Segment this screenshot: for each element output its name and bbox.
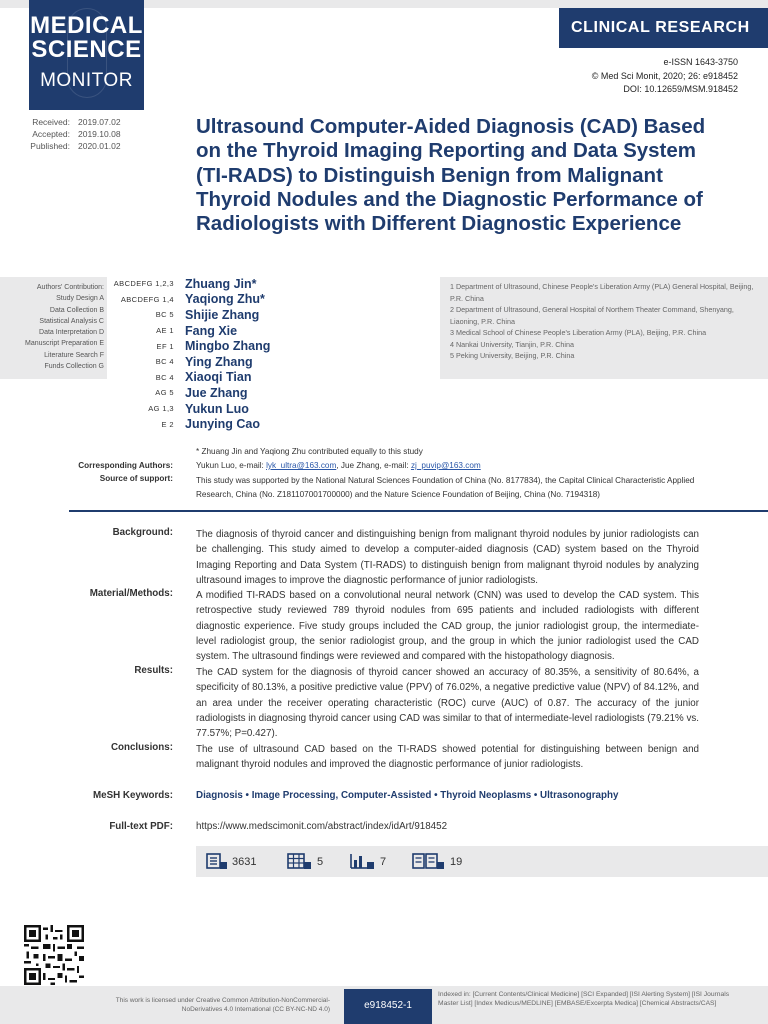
affiliation-list [450,281,760,362]
qr-code-icon[interactable] [24,925,84,985]
journal-logo[interactable] [29,0,144,110]
author-row [110,385,440,401]
date-label: Accepted: [32,129,70,139]
author-name[interactable]: Fang Xie [185,323,238,338]
author-name[interactable]: Ying Zhang [185,354,253,369]
stat-item [412,853,462,870]
stat-item [350,853,386,870]
author-contribution-code: ABCDEFG 1,4 [120,294,174,304]
abstract-text: The diagnosis of thyroid cancer and distinguishing benign from malignant thyroid nodules by junior radiologists can be challenging. This study aimed to develop a computer-aided diagnosis (CAD) system based on the Thyroid Imaging Reporting and Data System (TI-RADS) to distinguish benign from malignant thyroid nodules by analyzing ultrasound images to improve the diagnostic performance of junior radiologists. [196,529,699,586]
abstract-text: The CAD system for the diagnosis of thyroid cancer showed an accuracy of 80.35%, a sensitivity of 80.64%, a specificity of 80.13%, a positive predictive value (PPV) of 76.02%, a negative predictive value (NPV) of 84.12%, and an area under the receiver operating characteristic (ROC) curve (AUC) of 0.87. The accuracy of the junior radiologists in diagnosing thyroid cancer using CAD was similar to that of intermediate-level radiologists (79.21% vs. 77.57%; P=0.427). [196,667,699,740]
author-name[interactable]: Mingbo Zhang [185,339,271,354]
date-value: 2019.07.02 [78,117,121,127]
affiliation-item: 1 Department of Ultrasound, Chinese People's Liberation Army (PLA) General Hospital, Beijing, P.R. China [450,282,754,303]
author-name[interactable]: Yaqiong Zhu* [185,292,265,307]
stat-item [287,853,323,870]
indexed-in: Indexed in: [Current Contents/Clinical Medicine] [SCI Expanded] [ISI Alerting System] [ISI Journals Master List] [Index Medicus/MEDLINE] [EMBASE/Excerpta Medica] [Chemical Abstracts/CAS] [438,991,730,1007]
date-value: 2019.10.08 [78,129,121,139]
mesh-label: MeSH Keywords: [92,790,173,801]
word-count-icon [206,853,228,870]
abstract-label: Material/Methods: [89,588,173,599]
author-contribution-code: AG 1,3 [148,404,174,414]
contribution-item: Data Interpretation D [39,329,104,337]
author-contribution-code: EF 1 [156,341,174,351]
logo-line-2: SCIENCE [31,36,142,63]
stat-value: 3631 [232,855,257,868]
corresponding-text: , Jue Zhang, e-mail: [336,461,411,470]
affiliation-item: 5 Peking University, Beijing, P.R. China [450,351,575,360]
support-text: This study was supported by the National Natural Sciences Foundation of China (No. 8177834), the Capital Clinical Characteristic Applied Research, China (No. Z181107001700000) and the Nature Science Foundation of Beijing, China (No. 7194318) [196,476,695,499]
author-row [110,370,440,386]
license-text: This work is licensed under Creative Common Attribution-NonCommercial-NoDerivatives 4.0 International (CC BY-NC-ND 4.0) [115,997,330,1013]
article-dates [8,116,121,152]
contribution-item: Data Collection B [49,306,104,314]
affiliation-item: 4 Nankai University, Tianjin, P.R. China [450,339,574,349]
citation: © Med Sci Monit, 2020; 26: e918452 [591,70,738,81]
stat-value: 5 [317,855,324,868]
abstract-label: Conclusions: [110,742,173,753]
abstract-label: Background: [112,527,173,538]
author-name[interactable]: Xiaoqi Tian [185,370,252,385]
abstract-label: Results: [134,665,173,676]
corresponding-label: Corresponding Authors: [78,461,173,470]
abstract-text: A modified TI-RADS based on a convolutional neural network (CNN) was used to develop the CAD system. This retrospective study reviewed 789 thyroid nodules from 695 patients and included radiologists with different diagnostic experience. Five study groups included the CAD group, the junior radiologist group, the intermediate-level radiologist group, the senior radiologist group, and the group in which the junior radiologist used the CAD system. The ultrasound findings were reviewed and compared with the histopathology diagnosis. [196,590,699,663]
section-divider [69,510,768,512]
email-link[interactable]: lyk_ultra@163.com [266,461,337,470]
contribution-item: Authors' Contribution: [36,284,104,291]
author-contribution-code: BC 5 [155,310,174,320]
author-row [110,292,440,308]
author-name[interactable]: Junying Cao [185,417,261,432]
date-value: 2020.01.02 [78,141,121,151]
stat-value: 7 [380,855,387,868]
page-identifier: e918452-1 [344,989,432,1024]
author-contribution-code: ABCDEFG 1,2,3 [113,279,174,289]
tables-icon [287,853,313,870]
contribution-item: Funds Collection G [44,363,104,371]
affiliation-item: 2 Department of Ultrasound, General Hospital of Northern Theater Command, Shenyang, Liaoning, P.R. China [450,305,734,326]
section-banner: CLINICAL RESEARCH [559,8,768,48]
author-contribution-code: AE 1 [156,326,174,336]
corresponding-text: Yukun Luo, e-mail: [196,461,267,470]
author-list [110,276,440,432]
date-label: Published: [30,141,70,151]
date-label: Received: [32,117,70,127]
figures-icon [350,853,376,870]
affiliation-item: 3 Medical School of Chinese People's Liberation Army (PLA), Beijing, P.R. China [450,328,707,337]
stat-value: 19 [450,855,463,868]
author-contribution-code: E 2 [161,419,174,429]
author-contribution-code: AG 5 [155,388,174,398]
author-name[interactable]: Shijie Zhang [185,307,260,322]
equal-contribution-note: * Zhuang Jin and Yaqiong Zhu contributed equally to this study [196,447,423,456]
email-link[interactable]: zj_puvip@163.com [410,461,481,470]
author-row [110,307,440,323]
author-name[interactable]: Jue Zhang [185,385,248,400]
author-contribution-code: BC 4 [155,357,174,367]
contribution-item: Manuscript Preparation E [25,340,104,348]
logo-line-3: MONITOR [40,70,133,91]
contribution-item: Literature Search F [44,351,104,359]
fulltext-label: Full-text PDF: [109,821,173,832]
references-icon [412,853,446,870]
article-title: Ultrasound Computer-Aided Diagnosis (CAD) Based on the Thyroid Imaging Reporting and Data System (TI-RADS) to Distinguish Benign from Malignant Thyroid Nodules and the Diagnostic Performance of Radiologists with Different Diagnostic Experience [196,115,706,236]
author-name[interactable]: Yukun Luo [185,401,249,416]
author-name[interactable]: Zhuang Jin* [185,276,257,291]
support-label: Source of support: [99,474,173,483]
doi[interactable]: DOI: 10.12659/MSM.918452 [623,84,738,94]
author-row [110,323,440,339]
corresponding-authors [196,461,481,470]
article-stats-bar [196,846,768,877]
eissn: e-ISSN 1643-3750 [663,57,738,67]
logo-line-1: MEDICAL [30,12,143,39]
contribution-item: Study Design A [56,295,104,303]
author-row [110,338,440,354]
abstract-text: The use of ultrasound CAD based on the TI-RADS showed potential for distinguishing between benign and malignant thyroid nodules and improved the diagnostic performance of junior radiologists. [196,744,699,771]
mesh-keywords[interactable]: Diagnosis • Image Processing, Computer-Assisted • Thyroid Neoplasms • Ultrasonography [196,790,619,801]
contribution-item: Statistical Analysis C [39,317,104,325]
stat-item [206,853,256,870]
author-row [110,276,440,292]
journal-identifiers [592,56,738,97]
author-row [110,401,440,417]
fulltext-link[interactable]: https://www.medscimonit.com/abstract/index/idArt/918452 [196,821,448,832]
author-row [110,354,440,370]
contribution-legend [0,282,104,372]
author-row [110,416,440,432]
author-contribution-code: BC 4 [155,372,174,382]
